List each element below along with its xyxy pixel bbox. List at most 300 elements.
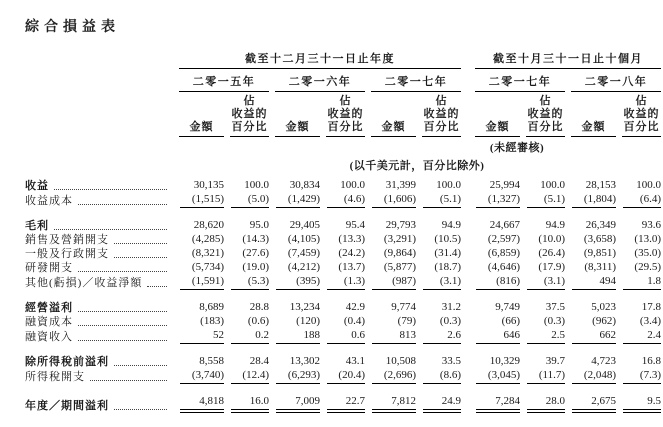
percent-cell: [520, 315, 565, 329]
amount-cell: [269, 219, 320, 233]
percent-cell: [520, 179, 565, 193]
cell-value: 95.0: [249, 219, 269, 231]
percent-cell: [616, 315, 661, 329]
percent-cell: [320, 395, 365, 413]
percent-subheader: [320, 92, 365, 137]
unaudited-note: (未經審核): [489, 142, 545, 154]
amount-cell: [565, 369, 616, 384]
percent-cell: [320, 369, 365, 384]
cell-value: (962): [592, 315, 616, 327]
cell-value: (120): [296, 315, 320, 327]
cell-value: (18.7): [434, 261, 461, 273]
cell-value: 94.9: [545, 219, 565, 231]
cell-value: (8.6): [423, 369, 461, 384]
percent-cell: [520, 219, 565, 233]
row-label: 收益成本: [25, 195, 73, 207]
amount-cell: [565, 261, 616, 275]
percent-cell: [224, 179, 269, 193]
percent-subheader-line: 收益的: [527, 108, 564, 120]
percent-cell: [616, 247, 661, 261]
amount-cell: [469, 275, 520, 290]
amount-cell: [365, 355, 416, 369]
group-gap: [461, 329, 469, 344]
cell-value: 10,329: [489, 355, 520, 367]
table-row: [25, 219, 661, 233]
amount-cell: [469, 261, 520, 275]
percent-subheader-line: 佔: [339, 95, 352, 107]
amount-cell: [173, 247, 224, 261]
cell-value: (4,285): [191, 233, 224, 245]
amount-cell: [365, 369, 416, 384]
percent-cell: [320, 329, 365, 344]
amount-cell: [565, 219, 616, 233]
year-header: [469, 69, 565, 92]
group-gap: [461, 193, 469, 208]
amount-cell: [365, 301, 416, 315]
group-gap: [461, 275, 469, 290]
year-header: [365, 69, 461, 92]
amount-cell: [173, 261, 224, 275]
amount-cell: [269, 193, 320, 208]
row-label-cell: [25, 275, 173, 290]
cell-value: 0.2: [231, 329, 269, 344]
amount-subheader: [565, 92, 616, 137]
amount-subheader-label: 金額: [189, 121, 214, 133]
amount-cell: [469, 355, 520, 369]
cell-value: (816): [476, 275, 520, 290]
cell-value: 2.4: [623, 329, 661, 344]
percent-cell: [520, 301, 565, 315]
cell-value: (2,048): [572, 369, 616, 384]
percent-subheader: [616, 92, 661, 137]
period-group-header: [469, 50, 661, 69]
percent-subheader-line: 百分比: [327, 121, 364, 133]
period-group-header: [173, 50, 461, 69]
amount-subheader: [173, 92, 224, 137]
group-gap: [461, 369, 469, 384]
percent-cell: [416, 179, 461, 193]
income-statement-table: [25, 50, 661, 413]
cell-value: 17.8: [641, 301, 661, 313]
percent-cell: [520, 355, 565, 369]
amount-cell: [173, 329, 224, 344]
cell-value: (3,740): [180, 369, 224, 384]
cell-value: (6,859): [487, 247, 520, 259]
amount-cell: [565, 301, 616, 315]
percent-cell: [616, 395, 661, 413]
year-label: 二零一七年: [475, 73, 565, 92]
table-row: [25, 315, 661, 329]
dot-leader: [78, 311, 167, 312]
percent-cell: [616, 355, 661, 369]
cell-value: 37.5: [545, 301, 565, 313]
percent-subheader: [416, 92, 461, 137]
cell-value: (4.6): [327, 193, 365, 208]
cell-value: (79): [397, 315, 416, 327]
percent-subheader-line: 收益的: [231, 108, 268, 120]
percent-cell: [320, 233, 365, 247]
amount-cell: [365, 315, 416, 329]
amount-cell: [565, 329, 616, 344]
amount-subheader: [365, 92, 416, 137]
cell-value: 28.0: [527, 395, 565, 413]
cell-value: (395): [276, 275, 320, 290]
percent-cell: [224, 193, 269, 208]
percent-cell: [520, 395, 565, 413]
percent-cell: [416, 233, 461, 247]
cell-value: 100.0: [340, 179, 365, 191]
cell-value: (1.3): [327, 275, 365, 290]
group-gap: [461, 219, 469, 233]
percent-cell: [416, 395, 461, 413]
amount-cell: [269, 355, 320, 369]
row-label-cell: [25, 193, 173, 208]
percent-cell: [320, 315, 365, 329]
amount-cell: [469, 233, 520, 247]
cell-value: (66): [501, 315, 520, 327]
cell-value: 94.9: [441, 219, 461, 231]
cell-value: (3,291): [383, 233, 416, 245]
percent-subheader-line: 百分比: [623, 121, 660, 133]
cell-value: 29,405: [289, 219, 320, 231]
cell-value: 24,667: [489, 219, 520, 231]
percent-cell: [416, 355, 461, 369]
cell-value: (31.4): [434, 247, 461, 259]
cell-value: 100.0: [636, 179, 661, 191]
section-gap: [25, 384, 661, 395]
percent-cell: [416, 329, 461, 344]
cell-value: 33.5: [441, 355, 461, 367]
cell-value: (9,851): [583, 247, 616, 259]
cell-value: (17.9): [538, 261, 565, 273]
percent-cell: [320, 219, 365, 233]
table-row: [25, 233, 661, 247]
group-gap: [461, 233, 469, 247]
amount-cell: [565, 275, 616, 290]
dot-leader: [54, 189, 167, 190]
amount-cell: [269, 395, 320, 413]
cell-value: 2,675: [572, 395, 616, 413]
table-row: [25, 369, 661, 384]
cell-value: 9,774: [391, 301, 416, 313]
amount-cell: [469, 395, 520, 413]
row-label: 一般及行政開支: [25, 248, 109, 260]
cell-value: (5,734): [191, 261, 224, 273]
percent-cell: [416, 193, 461, 208]
cell-value: 494: [572, 275, 616, 290]
cell-value: 646: [476, 329, 520, 344]
cell-value: (5.1): [423, 193, 461, 208]
cell-value: (27.6): [242, 247, 269, 259]
amount-cell: [173, 233, 224, 247]
cell-value: 28.8: [249, 301, 269, 313]
cell-value: (3,045): [476, 369, 520, 384]
percent-cell: [616, 219, 661, 233]
cell-value: (6.4): [623, 193, 661, 208]
amount-cell: [173, 275, 224, 290]
amount-cell: [269, 261, 320, 275]
cell-value: (10.0): [538, 233, 565, 245]
cell-value: (0.4): [343, 315, 365, 327]
cell-value: 8,558: [199, 355, 224, 367]
cell-value: (11.7): [527, 369, 565, 384]
percent-cell: [224, 329, 269, 344]
header-subcol-row: [25, 92, 661, 137]
section-gap: [25, 344, 661, 355]
cell-value: (3.4): [639, 315, 661, 327]
amount-cell: [269, 315, 320, 329]
cell-value: (13.0): [634, 233, 661, 245]
table-row: [25, 355, 661, 369]
amount-cell: [469, 369, 520, 384]
cell-value: 9.5: [623, 395, 661, 413]
cell-value: (12.4): [231, 369, 269, 384]
percent-cell: [320, 301, 365, 315]
cell-value: 10,508: [385, 355, 416, 367]
percent-cell: [320, 179, 365, 193]
cell-value: 29,793: [385, 219, 416, 231]
percent-subheader-line: 佔: [539, 95, 552, 107]
cell-value: (1,804): [572, 193, 616, 208]
table-row: [25, 275, 661, 290]
percent-cell: [224, 355, 269, 369]
row-label: 所得稅開支: [25, 371, 85, 383]
percent-cell: [520, 261, 565, 275]
percent-cell: [320, 355, 365, 369]
percent-cell: [224, 301, 269, 315]
percent-cell: [320, 193, 365, 208]
amount-cell: [365, 179, 416, 193]
row-label: 除所得稅前溢利: [25, 356, 109, 368]
percent-cell: [416, 219, 461, 233]
cell-value: (9,864): [383, 247, 416, 259]
percent-subheader-line: 百分比: [423, 121, 460, 133]
year-label: 二零一八年: [571, 73, 661, 92]
cell-value: 9,749: [495, 301, 520, 313]
cell-value: 25,994: [489, 179, 520, 191]
row-label: 收益: [25, 180, 49, 192]
amount-cell: [269, 247, 320, 261]
cell-value: (8,311): [584, 261, 616, 273]
row-label: 年度／期間溢利: [25, 400, 109, 412]
percent-cell: [616, 301, 661, 315]
table-row: [25, 247, 661, 261]
amount-cell: [269, 301, 320, 315]
cell-value: 30,834: [289, 179, 320, 191]
percent-cell: [416, 301, 461, 315]
row-label: 經營溢利: [25, 302, 73, 314]
cell-value: 100.0: [540, 179, 565, 191]
cell-value: (183): [200, 315, 224, 327]
cell-value: 16.0: [231, 395, 269, 413]
dot-leader: [147, 286, 167, 287]
cell-value: 4,818: [180, 395, 224, 413]
section-gap: [25, 208, 661, 219]
percent-cell: [616, 329, 661, 344]
row-label: 毛利: [25, 220, 49, 232]
group-gap: [461, 92, 469, 137]
cell-value: 7,284: [476, 395, 520, 413]
amount-cell: [365, 395, 416, 413]
amount-cell: [365, 233, 416, 247]
percent-cell: [224, 395, 269, 413]
percent-cell: [520, 275, 565, 290]
cell-value: 188: [276, 329, 320, 344]
amount-cell: [365, 261, 416, 275]
row-label-cell: [25, 247, 173, 261]
percent-subheader-line: 佔: [435, 95, 448, 107]
amount-cell: [565, 179, 616, 193]
cell-value: 95.4: [345, 219, 365, 231]
cell-value: 13,302: [289, 355, 320, 367]
percent-cell: [520, 193, 565, 208]
cell-value: 42.9: [345, 301, 365, 313]
cell-value: (1,606): [372, 193, 416, 208]
cell-value: 28.4: [249, 355, 269, 367]
cell-value: 662: [572, 329, 616, 344]
year-header: [269, 69, 365, 92]
dot-leader: [54, 229, 167, 230]
percent-cell: [224, 369, 269, 384]
amount-cell: [173, 301, 224, 315]
amount-cell: [469, 179, 520, 193]
amount-cell: [469, 193, 520, 208]
group-gap: [461, 301, 469, 315]
year-label: 二零一五年: [179, 73, 269, 92]
cell-value: 100.0: [244, 179, 269, 191]
cell-value: 26,349: [585, 219, 616, 231]
percent-subheader: [224, 92, 269, 137]
amount-cell: [173, 355, 224, 369]
percent-subheader: [520, 92, 565, 137]
dot-leader: [114, 257, 167, 258]
percent-cell: [616, 369, 661, 384]
page-title: 綜合損益表: [25, 20, 120, 35]
cell-value: 7,812: [372, 395, 416, 413]
amount-cell: [565, 193, 616, 208]
cell-value: (1,591): [180, 275, 224, 290]
row-label-cell: [25, 301, 173, 315]
percent-cell: [224, 233, 269, 247]
group-gap: [461, 50, 469, 69]
percent-subheader-line: 佔: [243, 95, 256, 107]
amount-cell: [469, 329, 520, 344]
cell-value: (1,429): [276, 193, 320, 208]
percent-cell: [416, 275, 461, 290]
cell-value: 813: [372, 329, 416, 344]
cell-value: (5.1): [527, 193, 565, 208]
cell-value: 24.9: [423, 395, 461, 413]
cell-value: 28,153: [585, 179, 616, 191]
cell-value: (1,327): [476, 193, 520, 208]
cell-value: (0.3): [439, 315, 461, 327]
amount-cell: [173, 315, 224, 329]
row-label: 研發開支: [25, 262, 73, 274]
cell-value: (2,597): [487, 233, 520, 245]
amount-cell: [565, 233, 616, 247]
amount-subheader: [469, 92, 520, 137]
cell-value: (13.7): [338, 261, 365, 273]
row-label-cell: [25, 315, 173, 329]
cell-value: 43.1: [345, 355, 365, 367]
dot-leader: [78, 204, 167, 205]
cell-value: 7,009: [276, 395, 320, 413]
amount-cell: [269, 233, 320, 247]
amount-cell: [173, 219, 224, 233]
cell-value: (7,459): [287, 247, 320, 259]
amount-cell: [173, 369, 224, 384]
amount-cell: [565, 395, 616, 413]
cell-value: (4,212): [287, 261, 320, 273]
cell-value: (1,515): [180, 193, 224, 208]
row-label: 其他(虧損)／收益淨額: [25, 277, 143, 289]
amount-subheader-label: 金額: [285, 121, 310, 133]
cell-value: 5,023: [591, 301, 616, 313]
amount-cell: [173, 193, 224, 208]
header-period-row: [25, 50, 661, 69]
cell-value: (4,105): [287, 233, 320, 245]
cell-value: 13,234: [289, 301, 320, 313]
row-label-cell: [25, 395, 173, 413]
year-header: [565, 69, 661, 92]
cell-value: 2.6: [423, 329, 461, 344]
amount-cell: [269, 179, 320, 193]
cell-value: 31.2: [441, 301, 461, 313]
period-group-label: 截至十月三十一日止十個月: [475, 50, 661, 69]
cell-value: (8,321): [191, 247, 224, 259]
percent-cell: [520, 247, 565, 261]
cell-value: 93.6: [641, 219, 661, 231]
cell-value: (3,658): [583, 233, 616, 245]
cell-value: 1.8: [623, 275, 661, 290]
amount-cell: [469, 301, 520, 315]
amount-cell: [365, 247, 416, 261]
percent-cell: [520, 233, 565, 247]
percent-cell: [224, 315, 269, 329]
cell-value: (13.3): [338, 233, 365, 245]
cell-value: (2,696): [372, 369, 416, 384]
percent-cell: [416, 247, 461, 261]
amount-cell: [365, 193, 416, 208]
percent-subheader-line: 收益的: [327, 108, 364, 120]
percent-cell: [616, 275, 661, 290]
row-label-cell: [25, 233, 173, 247]
percent-cell: [616, 193, 661, 208]
dot-leader: [90, 380, 167, 381]
cell-value: 30,135: [193, 179, 224, 191]
percent-cell: [416, 315, 461, 329]
amount-cell: [469, 219, 520, 233]
percent-subheader-line: 收益的: [423, 108, 460, 120]
cell-value: (3.1): [423, 275, 461, 290]
cell-value: (6,293): [276, 369, 320, 384]
amount-cell: [173, 179, 224, 193]
cell-value: 28,620: [193, 219, 224, 231]
cell-value: 100.0: [436, 179, 461, 191]
row-label-cell: [25, 329, 173, 344]
cell-value: (19.0): [242, 261, 269, 273]
row-label: 銷售及營銷開支: [25, 234, 109, 246]
percent-cell: [520, 329, 565, 344]
table-row: [25, 261, 661, 275]
table-row: [25, 395, 661, 413]
row-label: 融資收入: [25, 331, 73, 343]
unit-note: (以千美元計，百分比除外): [349, 160, 485, 172]
cell-value: (0.6): [247, 315, 269, 327]
header-year-row: [25, 69, 661, 92]
year-label: 二零一七年: [371, 73, 461, 92]
cell-value: 39.7: [545, 355, 565, 367]
